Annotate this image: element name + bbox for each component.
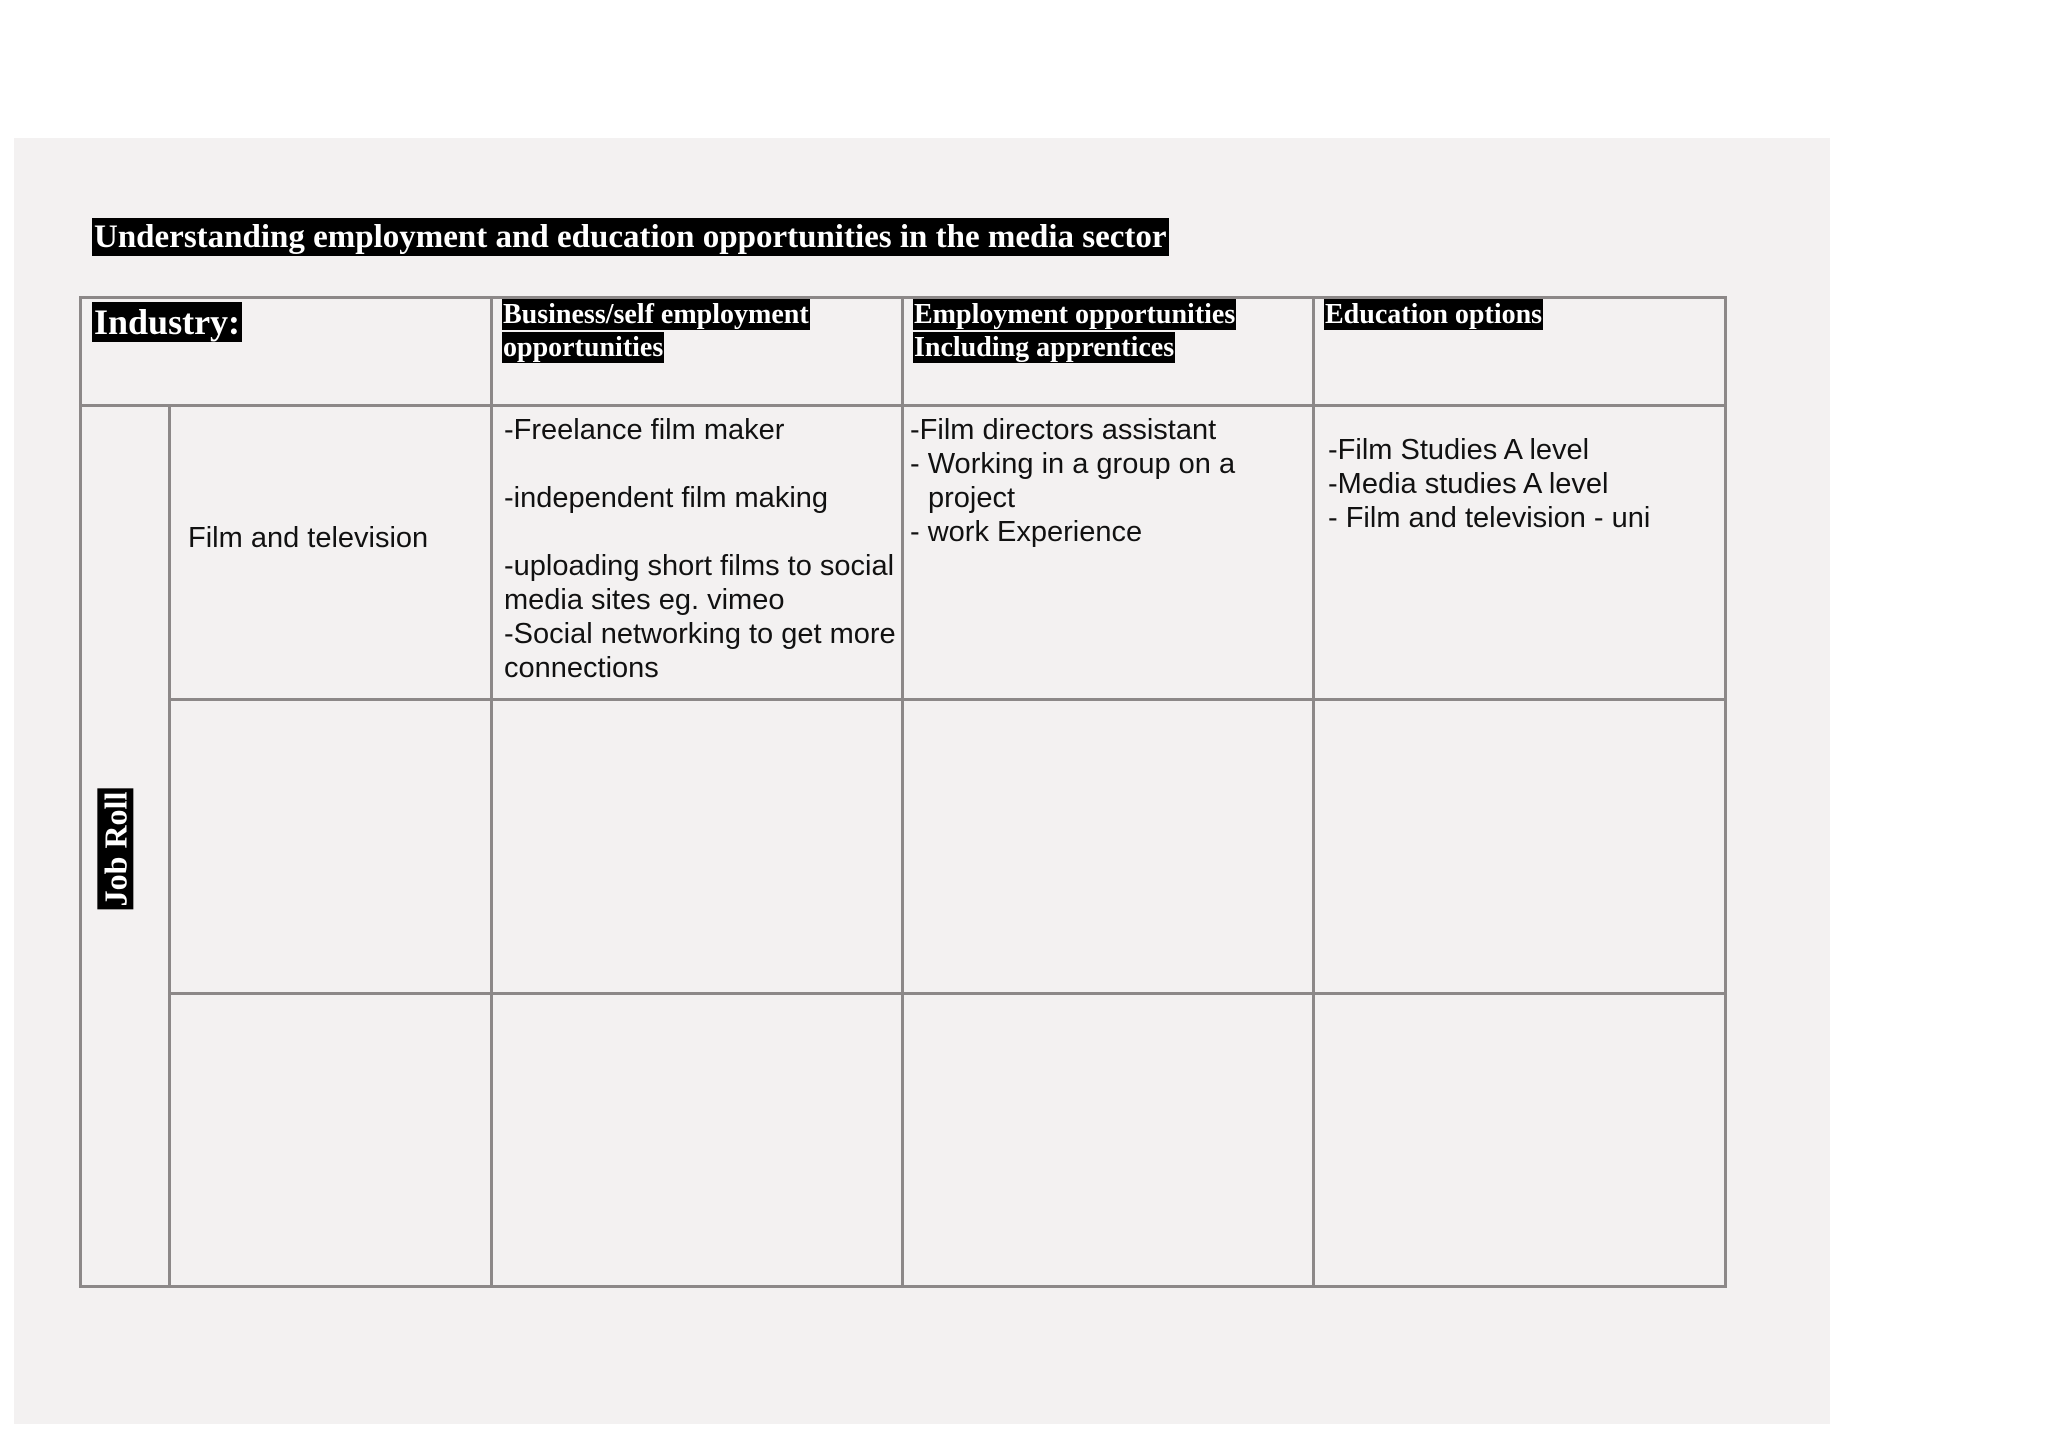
column-divider-3 — [1312, 296, 1315, 1288]
employment-header-line-2: Including apprentices — [914, 332, 1175, 363]
business-column-header — [502, 298, 810, 364]
business-header-line-2: opportunities — [503, 332, 664, 363]
employment-opportunities-cell — [910, 413, 1235, 549]
employment-column-header — [913, 298, 1236, 364]
employment-item: - work Experience — [910, 516, 1143, 548]
employment-item: -Film directors assistant — [910, 414, 1217, 446]
business-opportunities-cell — [504, 413, 896, 685]
document-title: Understanding employment and education opportunities in the media sector — [94, 219, 1167, 255]
business-item: -Freelance film maker — [504, 414, 785, 446]
employment-header-line-1: Employment opportunities — [914, 299, 1236, 330]
job-roll-text: Job Roll — [97, 789, 133, 910]
table-border-left — [79, 296, 82, 1288]
education-column-header — [1324, 298, 1543, 331]
row-divider-2 — [168, 992, 1727, 995]
business-item: -independent film making — [504, 482, 829, 514]
business-item: connections — [504, 652, 659, 684]
education-item: - Film and television - uni — [1328, 502, 1651, 534]
business-header-line-1: Business/self employment — [503, 299, 809, 330]
side-label-divider — [168, 404, 171, 1288]
job-roll-side-label — [96, 793, 134, 905]
employment-item: - Working in a group on a — [910, 448, 1236, 480]
industry-header: Industry: — [94, 302, 241, 342]
business-item: -uploading short films to social — [504, 550, 895, 582]
table-border-right — [1724, 296, 1727, 1288]
business-item: media sites eg. vimeo — [504, 584, 785, 616]
column-divider-2 — [901, 296, 904, 1288]
row-divider-1 — [168, 698, 1727, 701]
job-role-cell — [188, 521, 428, 555]
employment-item: project — [928, 482, 1016, 514]
job-role-text: Film and television — [188, 522, 429, 554]
education-options-cell — [1328, 433, 1650, 535]
column-divider-1 — [490, 296, 493, 1288]
business-item: -Social networking to get more — [504, 618, 896, 650]
education-header-line-1: Education options — [1325, 299, 1543, 330]
education-item: -Film Studies A level — [1328, 434, 1590, 466]
education-item: -Media studies A level — [1328, 468, 1609, 500]
